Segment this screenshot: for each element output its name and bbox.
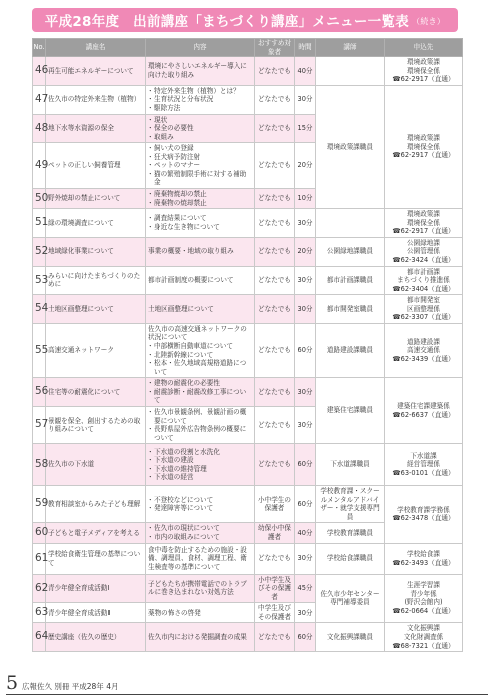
contact-line: ☎62-2917（直通）	[392, 151, 455, 160]
target-audience: どなたでも	[255, 543, 295, 574]
content-list	[148, 496, 252, 513]
duration: 40分	[295, 57, 316, 86]
content-text: 事業の概要・地域の取り組み	[148, 247, 234, 256]
page-title	[32, 8, 458, 32]
header-time: 時間	[295, 39, 316, 57]
lecturer: 環境政策課職員	[316, 85, 385, 208]
content-text: 食中毒を防止するための施設・設備、調理員、食材、調理工程、衛生検査等の基準について	[148, 545, 247, 571]
target-audience: どなたでも	[255, 378, 295, 407]
target-audience: どなたでも	[255, 237, 295, 266]
content-list	[148, 214, 252, 231]
content-list	[148, 379, 252, 405]
content-item: ・ 中部横断自動車道について	[148, 342, 252, 351]
content-item: ・ 飼い犬の登録	[148, 144, 252, 153]
contact-line: 文化財調査係	[403, 632, 444, 641]
row-number: 46	[33, 57, 46, 86]
target-audience: どなたでも	[255, 266, 295, 295]
row-number: 58	[33, 444, 46, 486]
contact-line: 建築住宅課建築係	[397, 402, 450, 411]
contact	[385, 209, 463, 238]
lecture-content	[146, 543, 255, 574]
lecture-name: 再生可能エネルギーについて	[46, 57, 146, 86]
contact-line: ☎62-2917（直通）	[392, 75, 455, 84]
duration: 40分	[295, 523, 316, 543]
target-audience: 小中学生及びその保護者	[255, 574, 295, 603]
lecturer	[316, 209, 385, 238]
lecture-name: 子どもと電子メディアを考える	[46, 523, 146, 543]
lecturer: 道路建設課職員	[316, 323, 385, 377]
page-number: 5	[6, 672, 19, 694]
content-item: ・ 駆除方法	[148, 104, 252, 113]
contact-line: ☎62-0664（直通）	[392, 607, 455, 616]
row-number: 59	[33, 486, 46, 523]
lecturer: 建築住宅課職員	[316, 378, 385, 444]
lecture-name: 野外焼却の禁止について	[46, 189, 146, 209]
header-name: 講座名	[46, 39, 146, 57]
row-number: 50	[33, 189, 46, 209]
content-item: ・ ペットのマナー	[148, 161, 252, 170]
lecture-content	[146, 237, 255, 266]
lecture-content	[146, 266, 255, 295]
target-audience: どなたでも	[255, 85, 295, 114]
lecture-name: 地下水等水資源の保全	[46, 114, 146, 143]
contact-line: 環境政策課	[407, 134, 440, 143]
content-list	[148, 408, 252, 442]
content-item: ・ 下水道の経営	[148, 473, 252, 482]
lecturer: 下水道課職員	[316, 444, 385, 486]
lecture-content	[146, 85, 255, 114]
duration: 60分	[295, 623, 316, 652]
contact-line: ☎63-0101（直通）	[392, 468, 455, 477]
lecturer: 学校教育課職員	[316, 523, 385, 543]
content-item: ・ 松本・佐久地域高規格道路について	[148, 359, 252, 376]
contact	[385, 323, 463, 377]
lecturer: 都市開発室職員	[316, 295, 385, 324]
lecture-name: 青少年健全育成活動Ⅱ	[46, 603, 146, 623]
header-target: おすすめ対象者	[255, 39, 295, 57]
row-number: 48	[33, 114, 46, 143]
target-audience: どなたでも	[255, 189, 295, 209]
duration: 20分	[295, 143, 316, 189]
lecture-name: みらいに向けたまちづくりのために	[46, 266, 146, 295]
target-audience: どなたでも	[255, 57, 295, 86]
duration: 30分	[295, 295, 316, 324]
lecturer	[316, 57, 385, 86]
lecture-content	[146, 523, 255, 543]
content-item: ・ 狂犬病予防注射	[148, 153, 252, 162]
content-item: ・ 市内の取組みについて	[148, 533, 252, 542]
contact-line: ☎62-3424（直通）	[392, 255, 455, 264]
table-row	[33, 574, 463, 603]
content-item: ・ 生育状況と分布状況	[148, 95, 252, 104]
contact-line: 学校教育課学務係	[397, 505, 450, 514]
contact	[385, 237, 463, 266]
lecture-content	[146, 444, 255, 486]
content-item: ・ 佐久市の現状について	[148, 524, 252, 533]
duration: 60分	[295, 486, 316, 523]
contact	[385, 486, 463, 543]
target-audience: どなたでも	[255, 406, 295, 443]
lecture-content	[146, 486, 255, 523]
contact	[385, 266, 463, 295]
contact-line: 公園緑地課	[407, 238, 440, 247]
content-item: ・ 現状	[148, 116, 252, 125]
content-list	[148, 87, 252, 113]
contact-line: 経営管理係	[407, 460, 440, 469]
lecture-name: 歴史講座（佐久の歴史）	[46, 623, 146, 652]
header-content: 内容	[146, 39, 255, 57]
target-audience: 中学生及びその保護者	[255, 603, 295, 623]
contact-line: ☎62-3307（直通）	[392, 313, 455, 322]
content-text: 薬物の怖さの啓発	[148, 608, 201, 617]
contact-line: 高速交通係	[407, 346, 440, 355]
content-list	[148, 342, 252, 376]
lecture-name: 高速交通ネットワーク	[46, 323, 146, 377]
lecturer: 都市計画課職員	[316, 266, 385, 295]
contact-line: ☎68-7321（直通）	[392, 641, 455, 650]
row-number: 54	[33, 295, 46, 324]
content-item: ・ 特定外来生物（植物）とは？	[148, 87, 252, 96]
duration: 30分	[295, 378, 316, 407]
contact-line: 都市開発室	[407, 296, 440, 305]
content-list	[148, 116, 252, 142]
lecturer: 学校教育課・スクールメンタルアドバイザー・就学支援専門員	[316, 486, 385, 523]
content-item: ・ 建物の耐震化の必要性	[148, 379, 252, 388]
target-audience: 幼保小中保護者	[255, 523, 295, 543]
content-item: ・ 佐久市景観条例、景観計画の概要について	[148, 408, 252, 425]
content-text: 環境にやさしいエネルギー導入に向けた取り組み	[148, 62, 247, 79]
row-number: 53	[33, 266, 46, 295]
duration: 60分	[295, 444, 316, 486]
contact-line: 公園管理係	[407, 247, 440, 256]
table-row	[33, 378, 463, 407]
contact-line: 学校給食課	[407, 550, 440, 558]
duration: 45分	[295, 574, 316, 603]
content-item: ・ 廃棄物焼却の禁止	[148, 190, 252, 199]
contact	[385, 543, 463, 574]
target-audience: どなたでも	[255, 114, 295, 143]
title-text: 平成28年度 出前講座「まちづくり講座」メニュー一覧表	[44, 14, 410, 30]
contact-line: ☎62-6637（直通）	[392, 410, 455, 419]
lecture-content	[146, 623, 255, 652]
title-continued: （続き）	[412, 17, 446, 26]
table-row	[33, 57, 463, 86]
content-text: 佐久市の高速交通ネットワークの状況について	[148, 324, 247, 342]
content-item: ・ 下水道の建設	[148, 456, 252, 465]
duration: 30分	[295, 603, 316, 623]
contact	[385, 378, 463, 444]
lecture-menu-table	[32, 38, 463, 652]
lecture-content	[146, 57, 255, 86]
content-text: 土地区画整理について	[148, 304, 214, 313]
contact-line: 青少年係	[410, 589, 437, 598]
content-item: ・ 北陸新幹線について	[148, 351, 252, 360]
contact	[385, 295, 463, 324]
row-number: 61	[33, 543, 46, 574]
table-row	[33, 623, 463, 652]
lecture-content	[146, 295, 255, 324]
contact	[385, 57, 463, 86]
lecture-name: 佐久市の特定外来生物（植物）	[46, 85, 146, 114]
content-text: 子どもたちが携帯電話でのトラブルに巻き込まれない対処方法	[148, 579, 247, 597]
header-contact: 申込先	[385, 39, 463, 57]
lecture-name: 教育相談室からみた子ども理解	[46, 486, 146, 523]
row-number: 64	[33, 623, 46, 652]
footer-divider	[6, 694, 488, 695]
content-text: 佐久市内における発掘調査の成果	[148, 632, 247, 641]
row-number: 57	[33, 406, 46, 443]
lecture-name: 土地区画整理について	[46, 295, 146, 324]
contact	[385, 623, 463, 652]
content-item: ・ 保全の必要性	[148, 124, 252, 133]
lecture-content	[146, 406, 255, 443]
contact-line: ☎62-3439（直通）	[392, 354, 455, 363]
content-text: 都市計画制度の概要について	[148, 276, 234, 285]
content-list	[148, 190, 252, 207]
header-lecturer: 講師	[316, 39, 385, 57]
content-item: ・ 取組み	[148, 133, 252, 142]
duration: 30分	[295, 543, 316, 574]
duration: 30分	[295, 406, 316, 443]
lecture-name: 学校給食衛生管理の基準について	[46, 543, 146, 574]
lecture-name: 地域緑化事業について	[46, 237, 146, 266]
content-item: ・ 猫の繁殖制限手術に対する補助金	[148, 170, 252, 187]
contact-line: 環境政策課	[407, 58, 440, 67]
contact-line: 環境保全係	[407, 66, 440, 75]
contact-line: 区画整理係	[407, 304, 440, 313]
target-audience: どなたでも	[255, 209, 295, 238]
lecture-name: 青少年健全育成活動Ⅰ	[46, 574, 146, 603]
content-item: ・ 長野県屋外広告物条例の概要について	[148, 425, 252, 442]
table-row	[33, 543, 463, 574]
duration: 30分	[295, 266, 316, 295]
lecture-content	[146, 189, 255, 209]
table-row	[33, 85, 463, 114]
contact-line: ☎62-3478（直通）	[392, 514, 455, 523]
contact-line: まちづくり推進係	[397, 276, 450, 285]
contact-line: 生涯学習課	[407, 581, 440, 590]
lecturer: 文化振興課職員	[316, 623, 385, 652]
content-item: ・ 廃棄物の焼却禁止	[148, 199, 252, 208]
duration: 30分	[295, 85, 316, 114]
lecture-content	[146, 378, 255, 407]
content-item: ・ 発達障害等について	[148, 504, 252, 513]
lecture-content	[146, 323, 255, 377]
lecture-name: ペットの正しい飼養管理	[46, 143, 146, 189]
row-number: 60	[33, 523, 46, 543]
publication-name: 広報佐久 別冊 平成28年 4月	[22, 682, 119, 691]
table-row	[33, 486, 463, 523]
lecture-content	[146, 574, 255, 603]
lecturer: 学校給食課職員	[316, 543, 385, 574]
contact-line: 下水道課	[410, 451, 437, 460]
row-number: 52	[33, 237, 46, 266]
content-item: ・ 身近な生き物について	[148, 223, 252, 232]
row-number: 55	[33, 323, 46, 377]
contact	[385, 85, 463, 208]
row-number: 56	[33, 378, 46, 407]
contact-line: 都市計画課	[407, 267, 440, 276]
table-row	[33, 209, 463, 238]
target-audience: 小中学生の保護者	[255, 486, 295, 523]
duration: 10分	[295, 189, 316, 209]
lecture-name: 佐久市の下水道	[46, 444, 146, 486]
contact-line: ☎62-2917（直通）	[392, 227, 455, 236]
table-row	[33, 323, 463, 377]
content-item: ・ 不登校などについて	[148, 496, 252, 505]
target-audience: どなたでも	[255, 623, 295, 652]
lecture-name: 景観を保全、創出するための取り組みについて	[46, 406, 146, 443]
contact-line: 文化振興課	[407, 624, 440, 633]
lecture-content	[146, 114, 255, 143]
content-list	[148, 448, 252, 482]
content-list	[148, 524, 252, 541]
row-number: 51	[33, 209, 46, 238]
contact-line: 道路建設課	[407, 337, 440, 346]
duration: 15分	[295, 114, 316, 143]
row-number: 47	[33, 85, 46, 114]
lecture-name: 緑の環境調査について	[46, 209, 146, 238]
table-row	[33, 237, 463, 266]
row-number: 63	[33, 603, 46, 623]
contact	[385, 444, 463, 486]
contact-line: ☎62-3404（直通）	[392, 284, 455, 293]
content-list	[148, 144, 252, 187]
header-row	[33, 39, 463, 57]
content-item: ・ 下水道の役割と水洗化	[148, 448, 252, 457]
lecture-content	[146, 143, 255, 189]
content-item: ・ 調査結果について	[148, 214, 252, 223]
contact-line: 環境政策課	[407, 210, 440, 219]
row-number: 62	[33, 574, 46, 603]
duration: 60分	[295, 323, 316, 377]
table-row	[33, 444, 463, 486]
header-no: No.	[33, 39, 46, 57]
lecture-name: 住宅等の耐震化について	[46, 378, 146, 407]
row-number: 49	[33, 143, 46, 189]
lecture-content	[146, 603, 255, 623]
target-audience: どなたでも	[255, 143, 295, 189]
duration: 20分	[295, 237, 316, 266]
content-item: ・ 下水道の維持管理	[148, 465, 252, 474]
duration: 30分	[295, 209, 316, 238]
contact-line: (野沢会館内)	[404, 598, 443, 607]
contact-line: ☎62-3493（直通）	[392, 558, 455, 567]
lecturer: 公園緑地課職員	[316, 237, 385, 266]
target-audience: どなたでも	[255, 323, 295, 377]
contact-line: 環境保全係	[407, 142, 440, 151]
lecture-content	[146, 209, 255, 238]
lecturer: 佐久市少年センター専門補導委員	[316, 574, 385, 623]
contact-line: 環境保全係	[407, 218, 440, 227]
table-row	[33, 295, 463, 324]
content-item: ・ 耐震診断・耐震改修工事について	[148, 388, 252, 405]
target-audience: どなたでも	[255, 295, 295, 324]
table-row	[33, 266, 463, 295]
contact	[385, 574, 463, 623]
target-audience: どなたでも	[255, 444, 295, 486]
